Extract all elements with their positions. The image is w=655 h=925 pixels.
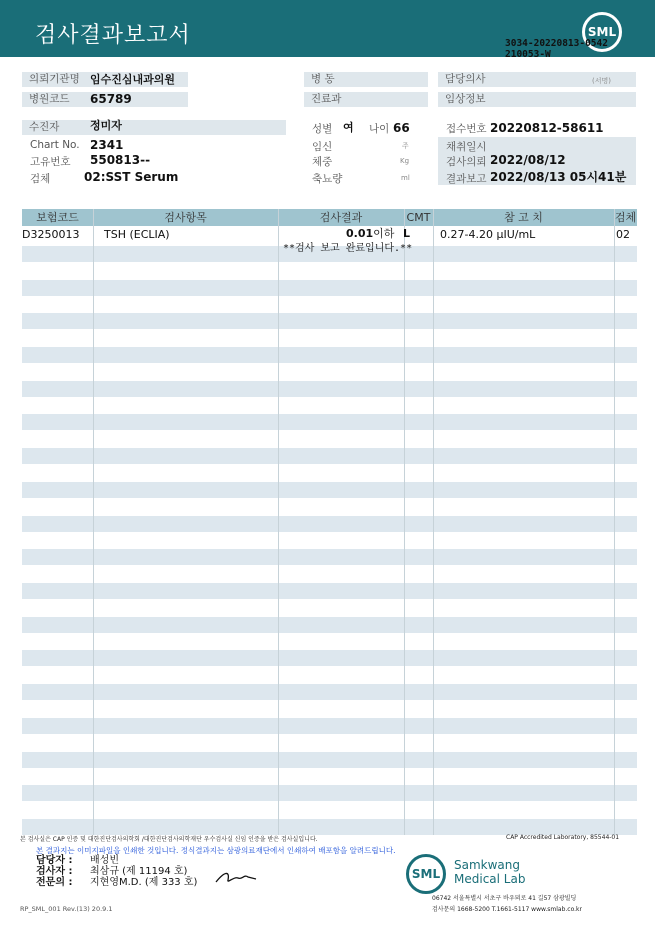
hospital-code-label: 병원코드: [22, 92, 188, 107]
col-cmt: CMT: [406, 211, 431, 224]
table-stripe: [22, 381, 637, 397]
receipt-label: 접수번호: [446, 123, 487, 135]
staff-label: 검사자 :: [36, 866, 73, 877]
report-label: 결과보고: [446, 173, 487, 185]
report-title: 검사결과보고서: [35, 23, 191, 48]
report-complete-message: **검사 보고 완료입니다.**: [283, 243, 413, 254]
staff-block: [36, 855, 197, 888]
ward-label: 병 동: [304, 72, 428, 87]
grid-line: [278, 209, 279, 835]
clinical-info-label: 임상정보: [438, 92, 636, 107]
col-reference: 참 고 치: [504, 211, 543, 224]
row-insurance-code: D3250013: [22, 228, 80, 241]
doctor-label: 담당의사: [438, 72, 636, 87]
report-date: 2022/08/13 05시41분: [490, 170, 627, 184]
grid-line: [433, 209, 434, 835]
col-result: 검사결과: [319, 211, 363, 224]
table-stripe: [22, 516, 637, 532]
samkwang-brand: [454, 858, 525, 886]
sex-label: 성별: [312, 123, 333, 135]
age-label: 나이: [369, 123, 390, 135]
institution-value: 임수진심내과의원: [90, 73, 176, 86]
row-cmt: L: [403, 227, 411, 240]
staff-row: [36, 877, 197, 888]
staff-label: 전문의 :: [36, 877, 73, 888]
result-table-header: [22, 209, 637, 226]
doctor-sign-note: (서명): [592, 77, 611, 85]
id-value: 550813--: [90, 153, 151, 167]
request-label: 검사의뢰: [446, 156, 487, 168]
grid-line: [404, 209, 405, 835]
table-stripe: [22, 684, 637, 700]
urine-label: 축뇨량: [312, 173, 343, 185]
table-stripe: [22, 482, 637, 498]
specimen-label: 검체: [30, 173, 51, 185]
table-stripe: [22, 414, 637, 430]
table-stripe: [22, 549, 637, 565]
col-test-item: 검사항목: [164, 211, 207, 224]
row-specimen: 02: [616, 228, 630, 241]
staff-name: 배성빈: [90, 855, 119, 866]
staff-row: [36, 855, 197, 866]
table-stripe: [22, 819, 637, 835]
cap-note: CAP Accredited Laboratory, 85544-01: [506, 834, 620, 841]
receipt-value: 20220812-58611: [490, 121, 604, 135]
patient-label: 수진자: [22, 120, 286, 135]
chart-label: Chart No.: [30, 139, 80, 151]
dept-label: 진료과: [304, 92, 428, 107]
table-stripe: [22, 280, 637, 296]
row-reference: 0.27-4.20 μIU/mL: [440, 228, 536, 241]
table-stripe: [22, 785, 637, 801]
weight-unit: Kg: [400, 157, 410, 165]
phone: 검사문의 1668-5200 T.1661-5117 www.smlab.co.kr: [432, 906, 582, 913]
id-label: 고유번호: [30, 156, 71, 168]
col-insurance-code: 보험코드: [36, 211, 79, 224]
table-stripe: [22, 718, 637, 734]
grid-line: [614, 209, 615, 835]
hospital-code-value: 65789: [90, 92, 132, 106]
signature-image: [214, 868, 258, 886]
age-value: 66: [393, 121, 410, 135]
row-result: [346, 227, 394, 241]
barcode-number: 3034-20220813-0542 210053-W: [505, 38, 608, 60]
certification-note: 본 검사실은 CAP 인증 및 대한진단검사의학회 /대한진단검사의학재단 우수검사실 신임 인증을 받은 검사실입니다.: [20, 836, 318, 843]
request-date: 2022/08/12: [490, 153, 566, 167]
patient-value: 정미자: [90, 119, 122, 132]
table-stripe: [22, 448, 637, 464]
result-value: 0.01: [346, 227, 374, 240]
table-stripe: [22, 650, 637, 666]
chart-value: 2341: [90, 138, 124, 152]
sex-value: 여: [343, 121, 354, 134]
table-stripe: [22, 313, 637, 329]
weight-label: 체중: [312, 156, 333, 168]
print-notice: 본 결과지는 이미지파일을 인쇄한 것입니다. 정식결과지는 삼광의료재단에서 인쇄하여 배포함을 알려드립니다.: [36, 846, 396, 855]
table-stripe: [22, 617, 637, 633]
grid-line: [93, 209, 94, 835]
brand-line: Medical Lab: [454, 872, 526, 886]
staff-label: 담당자 :: [36, 855, 73, 866]
pregnancy-unit: 주: [402, 142, 409, 150]
table-stripe: [22, 583, 637, 599]
staff-name: 지현영M.D. (제 333 호): [90, 877, 198, 888]
staff-name: 최삼규 (제 11194 호): [90, 866, 188, 877]
col-specimen: 검체: [614, 211, 637, 224]
result-suffix: 이하: [373, 227, 395, 240]
urine-unit: ml: [401, 174, 410, 182]
address: 06742 서울특별시 서초구 바우뫼로 41 길57 삼광빌딩: [432, 895, 577, 902]
collect-label: 채취일시: [446, 141, 487, 153]
staff-row: [36, 866, 197, 877]
samkwang-logo: SML: [406, 854, 446, 894]
specimen-value: 02:SST Serum: [84, 170, 179, 184]
row-test-item: TSH (ECLIA): [104, 228, 170, 241]
pregnancy-label: 임신: [312, 141, 333, 153]
institution-label: 의뢰기관명: [22, 72, 188, 87]
table-stripe: [22, 752, 637, 768]
brand-line: Samkwang: [454, 858, 520, 872]
sml-logo: SML: [582, 12, 622, 52]
form-code: RP_SML_001 Rev.(13) 20.9.1: [20, 905, 113, 913]
table-stripe: [22, 347, 637, 363]
